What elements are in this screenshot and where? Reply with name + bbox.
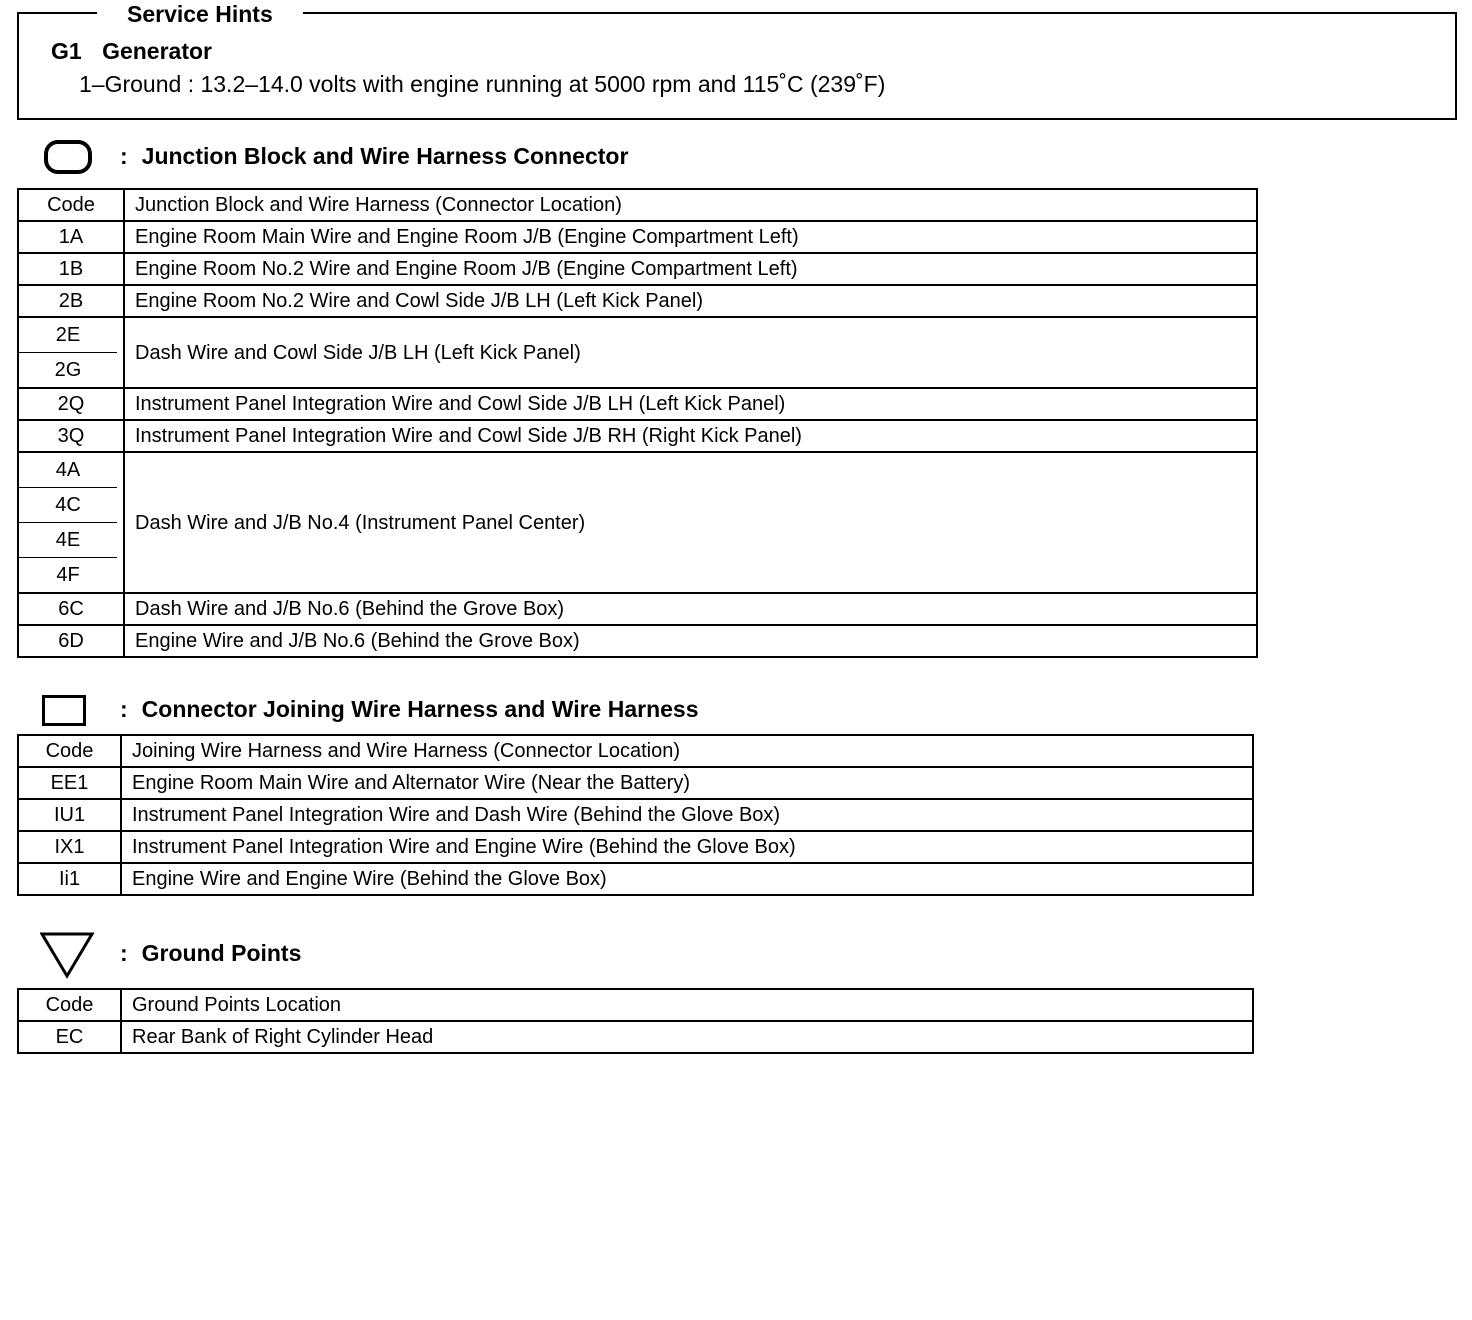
part-code: G1 <box>51 38 82 64</box>
header-desc: Ground Points Location <box>121 989 1253 1021</box>
location-cell: Engine Wire and Engine Wire (Behind the Glove Box) <box>121 863 1253 895</box>
location-cell: Dash Wire and J/B No.4 (Instrument Panel Center) <box>124 452 1257 593</box>
table-row <box>18 452 1257 593</box>
ground-point-triangle-icon <box>40 931 96 979</box>
table-row <box>18 420 1257 452</box>
code-cell: 6D <box>18 625 124 657</box>
part-name: Generator <box>102 38 213 64</box>
header-code: Code <box>18 735 121 767</box>
table-row <box>18 767 1253 799</box>
code-entry: 2E <box>19 318 117 353</box>
table-row <box>18 799 1253 831</box>
ground-title: Ground Points <box>141 939 302 966</box>
header-desc: Junction Block and Wire Harness (Connector Location) <box>124 189 1257 221</box>
code-cell: 1A <box>18 221 124 253</box>
code-cell: IU1 <box>18 799 121 831</box>
junction-title: Junction Block and Wire Harness Connector <box>141 142 629 169</box>
location-cell: Engine Room Main Wire and Alternator Wire (Near the Battery) <box>121 767 1253 799</box>
location-cell: Engine Room No.2 Wire and Cowl Side J/B LH (Left Kick Panel) <box>124 285 1257 317</box>
code-entry: 4C <box>19 488 117 523</box>
code-cell: IX1 <box>18 831 121 863</box>
connector-title: Connector Joining Wire Harness and Wire Harness <box>141 695 699 722</box>
table-header-row <box>18 735 1253 767</box>
table-row <box>18 863 1253 895</box>
code-cell: EC <box>18 1021 121 1053</box>
code-cell: 3Q <box>18 420 124 452</box>
table-row <box>18 221 1257 253</box>
table-header-row <box>18 989 1253 1021</box>
hint-line: 1–Ground : 13.2–14.0 volts with engine running at 5000 rpm and 115˚C (239˚F) <box>79 71 886 97</box>
part-heading <box>51 38 212 65</box>
location-cell: Instrument Panel Integration Wire and Cowl Side J/B RH (Right Kick Panel) <box>124 420 1257 452</box>
table-row <box>18 593 1257 625</box>
location-cell: Instrument Panel Integration Wire and Dash Wire (Behind the Glove Box) <box>121 799 1253 831</box>
junction-table <box>17 188 1258 658</box>
code-cell: 2B <box>18 285 124 317</box>
code-cell <box>18 452 124 593</box>
location-cell: Rear Bank of Right Cylinder Head <box>121 1021 1253 1053</box>
header-code: Code <box>18 189 124 221</box>
table-row <box>18 317 1257 388</box>
table-row <box>18 388 1257 420</box>
connector-colon: : <box>120 695 128 722</box>
connector-section-heading <box>40 689 699 729</box>
service-hints-legend: Service Hints <box>97 0 303 28</box>
code-cell: 1B <box>18 253 124 285</box>
header-desc: Joining Wire Harness and Wire Harness (Connector Location) <box>121 735 1253 767</box>
location-cell: Engine Room Main Wire and Engine Room J/B (Engine Compartment Left) <box>124 221 1257 253</box>
table-row <box>18 625 1257 657</box>
location-cell: Dash Wire and J/B No.6 (Behind the Grove Box) <box>124 593 1257 625</box>
code-cell: Ii1 <box>18 863 121 895</box>
table-row <box>18 285 1257 317</box>
service-hints-box <box>17 1 1457 120</box>
location-cell: Instrument Panel Integration Wire and Engine Wire (Behind the Glove Box) <box>121 831 1253 863</box>
location-cell: Instrument Panel Integration Wire and Cowl Side J/B LH (Left Kick Panel) <box>124 388 1257 420</box>
table-row <box>18 831 1253 863</box>
junction-colon: : <box>120 142 128 169</box>
junction-section-heading <box>40 136 628 176</box>
code-cell: 2Q <box>18 388 124 420</box>
table-row <box>18 253 1257 285</box>
ground-colon: : <box>120 939 128 966</box>
code-cell: EE1 <box>18 767 121 799</box>
ground-table <box>17 988 1254 1054</box>
table-row <box>18 1021 1253 1053</box>
location-cell: Engine Room No.2 Wire and Engine Room J/B (Engine Compartment Left) <box>124 253 1257 285</box>
code-cell: 6C <box>18 593 124 625</box>
connector-symbol-icon <box>42 695 86 726</box>
code-entry: 4E <box>19 523 117 558</box>
table-header-row <box>18 189 1257 221</box>
location-cell: Engine Wire and J/B No.6 (Behind the Grove Box) <box>124 625 1257 657</box>
code-cell <box>18 317 124 388</box>
connector-table <box>17 734 1254 896</box>
code-entry: 4F <box>56 564 80 586</box>
code-entry: 2G <box>54 359 82 381</box>
location-cell: Dash Wire and Cowl Side J/B LH (Left Kick Panel) <box>124 317 1257 388</box>
junction-block-symbol-icon <box>44 140 92 174</box>
code-entry: 4A <box>19 453 117 488</box>
header-code: Code <box>18 989 121 1021</box>
ground-section-heading <box>40 933 301 973</box>
